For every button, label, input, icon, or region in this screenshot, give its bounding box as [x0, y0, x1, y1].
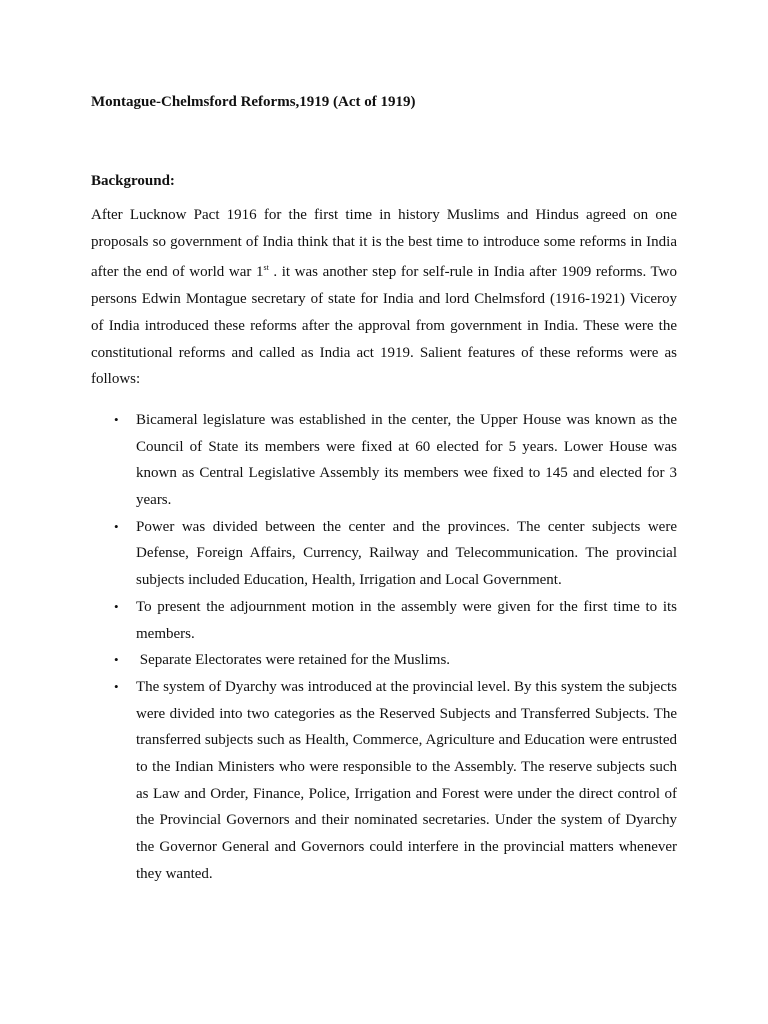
document-page: [91, 92, 677, 888]
intro-paragraph: [91, 202, 677, 393]
document-title: Montague-Chelmsford Reforms,1919 (Act of 1919): [91, 94, 416, 110]
list-item: [91, 514, 677, 594]
bullet-icon: •: [114, 411, 119, 427]
list-item-text: The system of Dyarchy was introduced at the provincial level. By this system the subjects were divided into two categories as the Reserved Subjects and Transferred Subjects. The transferred subjects such as Health, Commerce, Agriculture and Education were entrusted to the Indian Ministers who were responsible to the Assembly. The reserve subjects such as Law and Order, Finance, Police, Irrigation and Forest were under the direct control of the Provincial Governors and their nominated secretaries. Under the system of Dyarchy the Governor General and Governors could interfere in the provincial matters whenever they wanted.: [136, 678, 677, 882]
list-item: [91, 674, 677, 888]
list-item-text: Separate Electorates were retained for the Muslims.: [136, 652, 451, 669]
section-heading-background: Background:: [91, 173, 175, 189]
list-item-text: Power was divided between the center and the provinces. The center subjects were Defense, Foreign Affairs, Currency, Railway and Telecommunication. The provincial subjects included Education, Health, Irrigation and Local Government.: [136, 518, 677, 589]
bullet-icon: •: [114, 518, 119, 534]
list-item: [91, 407, 677, 514]
list-item-text: To present the adjournment motion in the assembly were given for the first time to its members.: [136, 598, 677, 642]
list-item-text: Bicameral legislature was established in the center, the Upper House was known as the Council of State its members were fixed at 60 elected for 5 years. Lower House was known as Central Legislative Assembly its members wee fixed to 145 and elected for 3 years.: [136, 411, 677, 509]
list-item: [91, 647, 677, 674]
intro-text-part2: . it was another step for self-rule in India after 1909 reforms. Two persons Edwin Montague secretary of state for India and lord Chelmsford (1916-1921) Viceroy of India introduced these reforms after the approval from government in India. These were the constitutional reforms and called as India act 1919. Salient features of these reforms were as follows:: [91, 264, 677, 388]
bullet-icon: •: [114, 598, 119, 614]
ordinal-superscript: st: [263, 263, 269, 273]
intro-text-part1: After Lucknow Pact 1916 for the first time in history Muslims and Hindus agreed on one proposals so government of India think that it is the best time to introduce some reforms in India after the end of world war 1: [91, 207, 677, 281]
bullet-icon: •: [114, 678, 119, 694]
bullet-icon: •: [114, 652, 119, 668]
list-item: [91, 594, 677, 647]
features-list: [91, 407, 677, 888]
